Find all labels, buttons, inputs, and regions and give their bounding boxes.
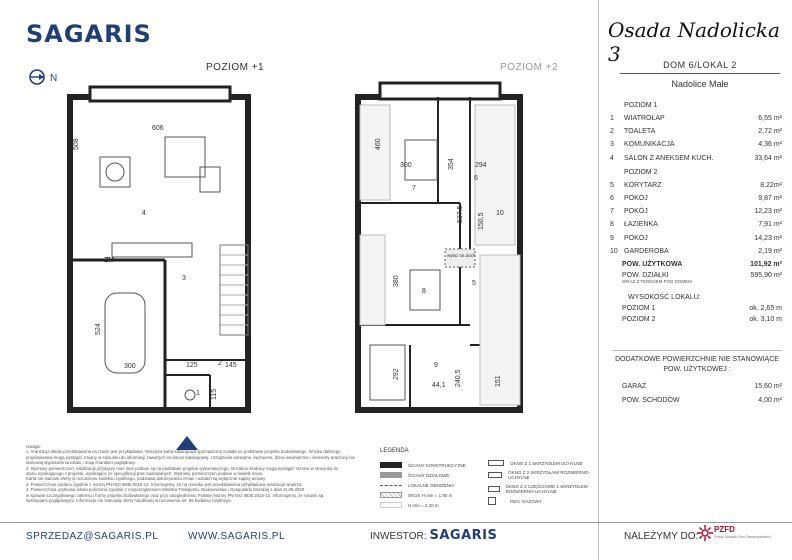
floor-plan-level-1 [60, 75, 260, 420]
height-row [622, 303, 782, 314]
zm-label: ZM [104, 257, 115, 264]
unit-header [612, 60, 788, 89]
room-name: POKÓJ [624, 234, 648, 242]
legend-item [488, 496, 598, 506]
height-level-1-label: POZIOM 1 [622, 305, 656, 312]
note-line: 4. Powierzchnia użytkowa lokalu policzona zgodnie z rozporządzeniem Ministra Transportu, Budownictwa i Gospodarki Morskiej z dnia 11.09.2020 [26, 487, 305, 493]
disclaimer-notes [26, 444, 356, 503]
investor-label [370, 528, 497, 543]
legend-label: LOKALNE OBNIŻENIA [408, 482, 455, 488]
pzfd-subtitle: Polski Związek Firm Deweloperskich [714, 535, 771, 539]
extra-areas-header: DODATKOWE POWIERZCHNIE NIE STANOWIĄCE POW. UŻYTKOWEJ : [612, 350, 782, 375]
legend-item [488, 458, 598, 468]
room-number: 9 [434, 362, 438, 369]
location-label: Nadolice Małe [671, 79, 729, 89]
legend-item [488, 468, 598, 482]
list-item [610, 138, 782, 151]
website-link[interactable]: WWW.SAGARIS.PL [188, 531, 286, 542]
room-num: 4 [610, 154, 614, 162]
pzfd-logo [714, 525, 771, 539]
legend-item [380, 470, 500, 480]
legend-item [380, 500, 500, 510]
list-item [610, 112, 782, 125]
height-level-2-label: POZIOM 2 [622, 316, 656, 323]
floor-plan-level-2 [350, 75, 530, 420]
legend-label: OKNO Z 1 SKRZYDŁEM UCHYLNE [510, 460, 583, 466]
room-list [610, 100, 782, 258]
legend-label: ŚCIANY KONSTRUKCYJNE [408, 462, 466, 468]
height-level-1-value: ok. 2,65 m [749, 305, 782, 312]
dim-label: 537,5 [457, 205, 464, 223]
note-line: 3. Powierzchnie podano zgodnie z normą PN-ISO 9836:2015-12. Informujemy, że na rysunku jest przedstawiona przykładowa aranżacja wnętrza. [26, 481, 303, 487]
room-area: 4,36 m² [758, 141, 782, 149]
note-line: Karta nie stanowi oferty w rozumieniu kodeksu cywilnego, podstawą dokonywania zmian i ustaleń są wyłącznie zapisy umowy. [26, 476, 267, 482]
note-line: 1. Aranżacja lokalu przedstawiona na rzucie jest przykładowa. Niniejsza karta katalogowa sporządzona została na podstawie projektu budowlanego. W toku dalszego [26, 449, 341, 455]
room-number: 3 [182, 275, 186, 282]
divider [620, 73, 780, 74]
room-number: 10 [496, 210, 504, 217]
project-title: Osada Nadolicka 3 [608, 18, 780, 66]
usable-area-label: POW. UŻYTKOWA [622, 261, 683, 268]
level-plus-1-label: POZIOM +1 [206, 62, 265, 73]
room-number: 8 [422, 288, 426, 295]
height-header: WYSOKOŚĆ LOKALU: [628, 294, 701, 301]
dim-label: 151 [495, 375, 502, 387]
height-swatch [380, 502, 402, 508]
list-item [610, 232, 782, 245]
room-num: 10 [610, 247, 618, 255]
room-name: POKÓJ [624, 208, 648, 216]
dim-label: 606 [152, 125, 164, 132]
room-number: 6 [474, 175, 478, 182]
dim-label: 524 [95, 323, 102, 335]
note-line: ilustracjami poglądowymi. Informacje nie stanowią oferty handlowej w rozumieniu art. 66 kodeksu cywilnego. [26, 498, 233, 504]
room-area: 14,23 m² [754, 234, 782, 242]
room-area: 8,22m² [760, 181, 782, 189]
room-num: 3 [610, 141, 614, 149]
email-link[interactable]: SPRZEDAZ@SAGARIS.PL [26, 531, 159, 542]
legend-col-1 [380, 460, 500, 510]
room-num: 9 [610, 234, 614, 242]
room-number: 5 [472, 280, 476, 287]
wall-swatch [380, 462, 402, 468]
height-row [622, 314, 782, 325]
list-item [610, 179, 782, 192]
room-name: SALON Z ANEKSEM KUCH. [624, 154, 714, 162]
stairs-row [622, 394, 782, 408]
dim-label: 380 [393, 275, 400, 287]
slope-swatch [380, 492, 402, 498]
dim-label: 145 [225, 362, 237, 369]
list-item [610, 218, 782, 231]
investor-logo: SAGARIS [429, 528, 498, 543]
pzfd-logo-icon [696, 524, 714, 542]
legend-label: OKNO Z 2 SKRZYDŁAMI ROZWIERNO-UCHYLNE [508, 470, 590, 480]
roof-hatch-label: wyłaz na dach [447, 253, 476, 258]
note-line: Uwaga! [26, 444, 41, 449]
legend-item [380, 480, 500, 490]
footer-divider [0, 522, 792, 523]
dim-label: 150,5 [478, 212, 485, 230]
room-name: ŁAZIENKA [624, 221, 658, 229]
garage-row [622, 380, 782, 394]
lowering-swatch [380, 485, 402, 486]
room-number: 1 [196, 390, 200, 397]
dim-label: 44,1 [432, 382, 446, 389]
room-num: 6 [610, 194, 614, 202]
note-line: 2. Wymiary pomieszczeń, lokalizacje przyłączy oraz inne podane są na podstawie projektu wykonawczego. W trakcie budowy mogą wystąpić różnice w stosunku do [26, 465, 339, 471]
room-area: 2,19 m² [758, 247, 782, 255]
legend-item [488, 482, 598, 496]
dim-label: 508 [73, 138, 80, 150]
usable-area-row [622, 259, 782, 270]
legend-label: PIEC GAZOWY [510, 498, 542, 504]
plot-area-label: POW. DZIAŁKI [622, 272, 669, 279]
room-name: POKÓJ [624, 194, 648, 202]
room-name: TOALETA [624, 128, 656, 136]
list-item [610, 152, 782, 165]
room-number: 4 [142, 210, 146, 217]
dim-label: 292 [393, 368, 400, 380]
note-line: projektowania mogą wystąpić zmiany w stosunku do informacji zawartych na karcie katalogowej. Urządzenia sanitarne, kuchenne, drzwi wewnętrzne i elementy aranżacji nie [26, 454, 355, 460]
list-item [610, 205, 782, 218]
room-name: KORYTARZ [624, 181, 662, 189]
dim-label: 240,5 [455, 369, 462, 387]
room-name: GARDEROBA [624, 247, 669, 255]
legend-col-2 [488, 458, 598, 506]
level-1-header: POZIOM 1 [624, 102, 658, 109]
dim-label: 294 [475, 162, 487, 169]
area-summary [622, 259, 782, 325]
note-line: w sprawie szczegółowego zakresu i formy projektu budowlanego oraz przy uwzględnieniu Polskiej Normy PN-ISO 9836:2015-12. Informujemy, że rysunki są [26, 492, 324, 498]
legend-item [380, 490, 500, 500]
dim-label: 115 [211, 388, 218, 400]
member-label: NALEŻYMY DO: [624, 531, 699, 542]
window-1-swatch [488, 460, 504, 466]
window-2-swatch [488, 472, 502, 478]
panel-divider [598, 0, 599, 560]
height-level-2-value: ok. 3,10 m [749, 316, 782, 323]
list-item [610, 192, 782, 205]
level-2-header: POZIOM 2 [624, 168, 658, 176]
room-name: KOMUNIKACJA [624, 141, 675, 149]
legend-label: SKOS H min = 1,90 m [408, 492, 453, 498]
extra-areas [622, 380, 782, 408]
pzfd-name: PZFD [714, 525, 735, 534]
room-num: 5 [610, 181, 614, 189]
room-num: 7 [610, 208, 614, 216]
garage-value: 15,60 m² [754, 383, 782, 390]
sagaris-logo: SAGARIS [26, 20, 152, 48]
legend-label: H min = 2,20 m [408, 502, 439, 508]
usable-area-value: 101,92 m² [750, 261, 782, 268]
compass-north-label: N [50, 73, 58, 84]
unit-title: DOM 6/LOKAL 2 [663, 60, 737, 70]
legend-title: LEGENDA [380, 448, 409, 454]
note-line: stanu wynikającego z projektu, wynikające ze specyfikacji prac budowlanych. Wymiary pomieszczeń podane w świetle ścian. [26, 471, 264, 477]
level-plus-2-label: POZIOM +2 [500, 62, 559, 73]
legend-item [380, 460, 500, 470]
room-num: 8 [610, 221, 614, 229]
garage-label: GARAŻ [622, 383, 647, 390]
stairs-value: 4,00 m² [758, 397, 782, 404]
room-number: 7 [412, 185, 416, 192]
room-area: 2,72 m² [758, 128, 782, 136]
room-area: 6,55 m² [758, 115, 782, 122]
dim-label: 354 [448, 158, 455, 170]
room-num: 1 [610, 115, 614, 122]
room-area: 12,23 m² [754, 208, 782, 216]
room-area: 33,64 m² [754, 154, 782, 162]
legend-label: OKNO Z 2 CZĘŚCIOWE 1 SKRZYDŁEM ROZWIERNO-UCHYLNE [505, 484, 588, 494]
room-num: 2 [610, 128, 614, 136]
investor-text: INWESTOR: [370, 531, 427, 542]
room-area: 9,87 m² [758, 194, 782, 202]
legend-label: ŚCIANY DZIAŁOWE [408, 472, 450, 478]
room-name: WIATROŁAP [624, 115, 665, 122]
list-item [610, 125, 782, 138]
plot-area-value: 595,90 m² [750, 272, 782, 279]
plot-area-note: WRAZ Z TERENEM POD DOMEM [622, 279, 692, 284]
room-area: 7,91 m² [758, 221, 782, 229]
dim-label: 300 [400, 162, 412, 169]
window-3-swatch [488, 486, 500, 492]
dim-label: 300 [124, 363, 136, 370]
gas-boiler-icon [488, 497, 496, 505]
room-number: 2 [218, 360, 222, 367]
stairs-label: POW. SCHODÓW [622, 397, 680, 404]
dim-label: 460 [375, 138, 382, 150]
list-item [610, 245, 782, 258]
partition-swatch [380, 472, 402, 478]
dim-label: 125 [186, 362, 198, 369]
note-line: stanowią wyposażenia lokalu i mają charakter poglądowy. [26, 460, 136, 466]
